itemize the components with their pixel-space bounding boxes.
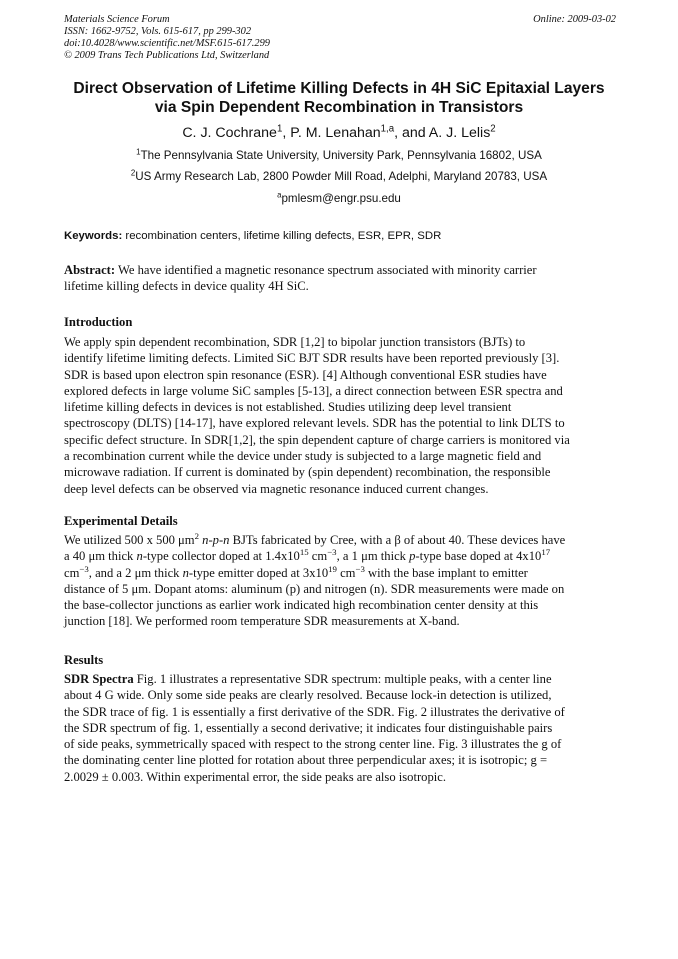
experimental-heading: Experimental Details	[64, 514, 178, 528]
doi-line: doi:10.4028/www.scientific.net/MSF.615-617.299	[64, 38, 270, 49]
author-sep-2: , and	[394, 125, 429, 141]
intro-line: We apply spin dependent recombination, SDR [1,2] to bipolar junction transistors (BJTs) to	[64, 335, 526, 349]
res-line: 2.0029 ± 0.003. Within experimental error, the side peaks are also isotropic.	[64, 769, 446, 784]
exp-sup: −3	[355, 563, 365, 574]
title-line-1: Direct Observation of Lifetime Killing Defects in 4H SiC Epitaxial Layers	[73, 80, 605, 97]
res-line: about 4 G wide. Only some side peaks are clearly resolved. Because lock-in detection is utilized,	[64, 688, 552, 703]
author-2-sup: 1,a	[380, 123, 395, 135]
email-sup: a	[277, 190, 282, 200]
title-line-2: via Spin Dependent Recombination in Transistors	[154, 98, 524, 116]
exp-text: , a 1 μm thick	[336, 549, 410, 564]
intro-line: lifetime killing defects in devices is not established. Studies utilizing deep level transient	[64, 400, 512, 415]
exp-line: the base-collector junctions as earlier work indicated high recombination center density at this	[64, 598, 539, 613]
email-text: pmlesm@engr.psu.edu	[281, 192, 401, 205]
author-3-sup: 2	[490, 123, 496, 135]
experimental-body	[64, 532, 616, 630]
author-list	[40, 124, 638, 142]
exp-text: a 40 μm thick	[64, 549, 137, 564]
exp-sup: 19	[328, 563, 337, 574]
exp-sup: 17	[541, 547, 551, 558]
keywords-label: Keywords:	[64, 230, 123, 242]
exp-sup: 15	[299, 547, 309, 558]
exp-italic: n-p-n	[202, 533, 230, 547]
res-line: of side peaks, symmetrically spaced with respect to the strong center line. Fig. 3 illustrates the g of	[64, 737, 562, 752]
intro-line: specific defect structure. In SDR[1,2], the spin dependent capture of charge carriers is monitored via	[64, 432, 570, 447]
exp-sup: −3	[79, 563, 89, 574]
intro-line: microwave radiation. If current is dominated by (spin dependent) recombination, the responsible	[64, 465, 551, 480]
exp-text: , and a 2 μm thick	[88, 565, 183, 580]
res-line: the SDR spectrum of fig. 1, essentially a second derivative; it indicates four distinguishable pairs	[64, 720, 553, 735]
exp-text: We utilized 500 x 500 μm	[64, 533, 195, 547]
affiliation-2-text: US Army Research Lab, 2800 Powder Mill Road, Adelphi, Maryland 20783, USA	[135, 170, 548, 183]
exp-line	[64, 532, 616, 548]
exp-text: -type base doped at 4x10	[415, 549, 542, 564]
paper-title	[40, 80, 638, 117]
affiliation-1-sup: 1	[136, 147, 141, 157]
intro-line: spectroscopy (DLTS) [14-17], have explored relevant levels. SDR has the potential to link DLTS to	[64, 416, 565, 431]
contact-email	[40, 192, 638, 206]
affiliation-2	[40, 170, 638, 184]
exp-line: junction [18]. We performed room temperature SDR measurements at X-band.	[64, 614, 460, 629]
exp-italic: n	[182, 565, 189, 580]
res-line: the dominating center line plotted for rotation about three perpendicular axes; it is isotropic; g =	[64, 753, 548, 768]
exp-text: -type emitter doped at 3x10	[188, 565, 329, 580]
exp-sup: −3	[327, 547, 337, 558]
introduction-body	[64, 334, 616, 497]
abstract-line-2: lifetime killing defects in device quality 4H SiC.	[64, 279, 309, 294]
exp-text: cm	[336, 565, 356, 580]
abstract-label: Abstract:	[64, 263, 116, 277]
exp-italic: p	[409, 549, 416, 564]
affiliation-2-sup: 2	[130, 168, 136, 178]
exp-italic: n	[136, 549, 143, 564]
exp-line	[64, 548, 616, 564]
abstract-line-1	[64, 262, 616, 278]
author-3: A. J. Lelis	[428, 125, 491, 141]
author-2: P. M. Lenahan	[290, 125, 381, 141]
journal-header	[64, 14, 616, 62]
intro-line: identify lifetime limiting defects. Limited SiC BJT SDR results have been reported previously [3].	[64, 351, 560, 366]
author-sep-1: ,	[282, 125, 291, 141]
affiliation-1	[40, 149, 638, 163]
sdr-spectra-subhead: SDR Spectra	[64, 672, 134, 686]
intro-line: a recombination current while the device under study is subjected to a large magnetic field and	[64, 449, 542, 464]
exp-text: BJTs fabricated by Cree, with a β of about 40. These devices have	[229, 533, 566, 547]
abstract	[64, 262, 616, 295]
exp-text: cm	[64, 565, 80, 580]
intro-line: deep level defects can be observed via magnetic resonance induced current changes.	[64, 481, 489, 496]
results-body	[64, 671, 616, 785]
results-heading: Results	[64, 653, 104, 667]
introduction-heading: Introduction	[64, 315, 133, 329]
author-1: C. J. Cochrane	[182, 125, 277, 141]
keywords-text: recombination centers, lifetime killing defects, ESR, EPR, SDR	[122, 230, 442, 242]
author-1-sup: 1	[276, 123, 283, 135]
abstract-text-1: We have identified a magnetic resonance spectrum associated with minority carrier	[115, 263, 537, 277]
journal-name: Materials Science Forum	[64, 14, 170, 25]
res-line	[64, 671, 616, 687]
copyright-line: © 2009 Trans Tech Publications Ltd, Switzerland	[64, 50, 270, 61]
exp-line: distance of 5 μm. Dopant atoms: aluminum (p) and nitrogen (n). SDR measurements were made on	[64, 581, 565, 596]
affiliation-1-text: The Pennsylvania State University, University Park, Pennsylvania 16802, USA	[140, 149, 542, 162]
exp-text: with the base implant to emitter	[364, 565, 528, 580]
exp-text: cm	[308, 549, 328, 564]
exp-line	[64, 565, 616, 581]
keywords	[64, 229, 616, 243]
exp-sup: 2	[194, 531, 200, 542]
exp-text: -type collector doped at 1.4x10	[142, 549, 300, 564]
intro-line: explored defects in large volume SiC samples [5-13], a direct connection between ESR spectra and	[64, 383, 563, 398]
issn-line: ISSN: 1662-9752, Vols. 615-617, pp 299-302	[64, 26, 252, 37]
intro-line: SDR is based upon electron spin resonance (ESR). [4] Although conventional ESR studies have	[64, 367, 547, 382]
res-line: the SDR trace of fig. 1 is essentially a first derivative of the SDR. Fig. 2 illustrates the derivative of	[64, 704, 565, 719]
res-text: Fig. 1 illustrates a representative SDR spectrum: multiple peaks, with a center line	[133, 672, 552, 686]
online-date: Online: 2009-03-02	[533, 14, 616, 25]
